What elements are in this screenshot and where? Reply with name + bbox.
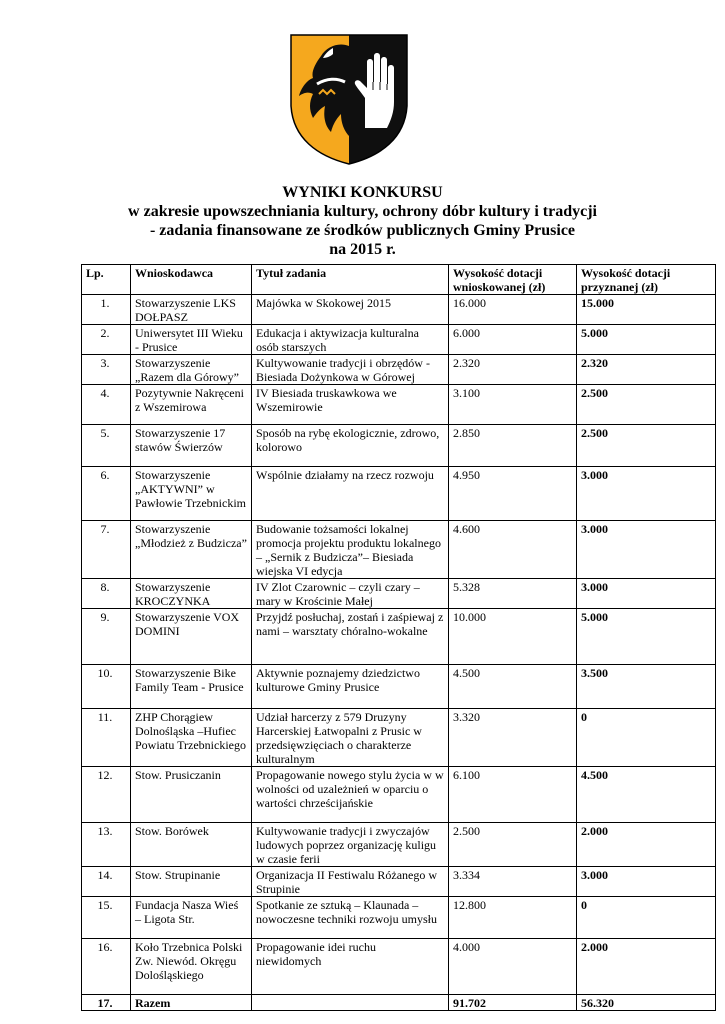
table-row: [82, 425, 716, 467]
table-cell-granted: 5.000: [577, 325, 716, 355]
header-row: [82, 265, 716, 295]
table-cell-lp: 13.: [82, 823, 131, 867]
table-cell-requested: 2.500: [449, 823, 577, 867]
table-cell-task: IV Zlot Czarownic – czyli czary – mary w Krościnie Małej: [252, 579, 449, 609]
table-row: [82, 385, 716, 425]
table-cell-granted: 5.000: [577, 609, 716, 665]
header-lp: Lp.: [82, 265, 131, 295]
subtitle-funding: - zadania finansowane ze środków publicznych Gminy Prusice: [149, 222, 576, 239]
table-cell-lp: 10.: [82, 665, 131, 709]
table-row: [82, 325, 716, 355]
table-cell-requested: 12.800: [449, 897, 577, 939]
table-cell-lp: 6.: [82, 467, 131, 521]
table-cell-lp: 9.: [82, 609, 131, 665]
table-cell-task: Organizacja II Festiwalu Różanego w Strupinie: [252, 867, 449, 897]
table-cell-lp: 15.: [82, 897, 131, 939]
header-requested: Wysokość dotacji wnioskowanej (zł): [449, 265, 577, 295]
table-cell-granted: 3.000: [577, 467, 716, 521]
table-cell-task: Sposób na rybę ekologicznie, zdrowo, kolorowo: [252, 425, 449, 467]
table-cell-granted: 2.000: [577, 939, 716, 995]
table-cell-lp: 4.: [82, 385, 131, 425]
table-cell-lp: 8.: [82, 579, 131, 609]
table-cell-granted: 4.500: [577, 767, 716, 823]
table-cell-applicant: ZHP Chorągiew Dolnośląska –Hufiec Powiatu Trzebnickiego: [131, 709, 252, 767]
table-cell-task: Kultywowanie tradycji i obrzędów - Biesiada Dożynkowa w Górowej: [252, 355, 449, 385]
table-cell-applicant: Pozytywnie Nakręceni z Wszemirowa: [131, 385, 252, 425]
subtitle-scope: w zakresie upowszechniania kultury, ochrony dóbr kultury i tradycji: [128, 203, 597, 220]
table-cell-granted: 2.320: [577, 355, 716, 385]
table-cell-requested: 2.850: [449, 425, 577, 467]
total-cell-granted: 56.320: [577, 995, 716, 1011]
table-cell-granted: 3.000: [577, 579, 716, 609]
total-cell-label: Razem: [131, 995, 252, 1011]
table-cell-lp: 5.: [82, 425, 131, 467]
total-cell-task: [252, 995, 449, 1011]
header-task: Tytuł zadania: [252, 265, 449, 295]
total-cell-lp: 17.: [82, 995, 131, 1011]
table-body: [82, 295, 716, 1011]
table-cell-granted: 2.000: [577, 823, 716, 867]
table-cell-applicant: Stowarzyszenie 17 stawów Świerzów: [131, 425, 252, 467]
table-cell-applicant: Stowarzyszenie „Razem dla Górowy”: [131, 355, 252, 385]
table-cell-granted: 15.000: [577, 295, 716, 325]
table-cell-granted: 3.500: [577, 665, 716, 709]
table-row: [82, 867, 716, 897]
table-cell-task: Aktywnie poznajemy dziedzictwo kulturowe Gminy Prusice: [252, 665, 449, 709]
table-cell-requested: 2.320: [449, 355, 577, 385]
table-row: [82, 767, 716, 823]
table-cell-lp: 16.: [82, 939, 131, 995]
table-cell-task: Kultywowanie tradycji i zwyczajów ludowych poprzez organizację kuligu w czasie ferii: [252, 823, 449, 867]
table-cell-requested: 16.000: [449, 295, 577, 325]
table-row: [82, 939, 716, 995]
total-row: [82, 995, 716, 1011]
table-cell-requested: 4.950: [449, 467, 577, 521]
table-cell-granted: 3.000: [577, 867, 716, 897]
table-cell-requested: 3.100: [449, 385, 577, 425]
table-cell-applicant: Uniwersytet III Wieku - Prusice: [131, 325, 252, 355]
table-cell-applicant: Stowarzyszenie VOX DOMINI: [131, 609, 252, 665]
table-cell-applicant: Stowarzyszenie KROCZYNKA: [131, 579, 252, 609]
table-cell-applicant: Koło Trzebnica Polski Zw. Niewód. Okręgu Dolośląskiego: [131, 939, 252, 995]
table-cell-lp: 11.: [82, 709, 131, 767]
table-cell-applicant: Fundacja Nasza Wieś – Ligota Str.: [131, 897, 252, 939]
header-applicant: Wnioskodawca: [131, 265, 252, 295]
table-cell-granted: 3.000: [577, 521, 716, 579]
total-cell-requested: 91.702: [449, 995, 577, 1011]
table-row: [82, 467, 716, 521]
coat-of-arms-icon: [287, 32, 411, 166]
table-cell-requested: 5.328: [449, 579, 577, 609]
header-granted: Wysokość dotacji przyznanej (zł): [577, 265, 716, 295]
table-cell-task: Edukacja i aktywizacja kulturalna osób starszych: [252, 325, 449, 355]
table-cell-lp: 3.: [82, 355, 131, 385]
title: WYNIKI KONKURSU: [282, 184, 443, 201]
table-cell-granted: 2.500: [577, 425, 716, 467]
table-cell-applicant: Stowarzyszenie LKS DOŁPASZ: [131, 295, 252, 325]
table-row: [82, 897, 716, 939]
table-row: [82, 355, 716, 385]
table-cell-requested: 4.000: [449, 939, 577, 995]
table-row: [82, 665, 716, 709]
table-cell-lp: 1.: [82, 295, 131, 325]
document-heading: [0, 183, 725, 259]
table-cell-task: IV Biesiada truskawkowa we Wszemirowie: [252, 385, 449, 425]
table-cell-task: Majówka w Skokowej 2015: [252, 295, 449, 325]
table-cell-applicant: Stowarzyszenie „AKTYWNI” w Pawłowie Trzebnickim: [131, 467, 252, 521]
table-cell-applicant: Stowarzyszenie „Młodzież z Budzicza”: [131, 521, 252, 579]
table-cell-requested: 10.000: [449, 609, 577, 665]
table-row: [82, 609, 716, 665]
table-cell-lp: 2.: [82, 325, 131, 355]
table-row: [82, 521, 716, 579]
table-cell-task: Propagowanie nowego stylu życia w w wolności od uzależnień w oparciu o wartości chrześcijańskie: [252, 767, 449, 823]
table-cell-granted: 0: [577, 709, 716, 767]
table-cell-task: Przyjdź posłuchaj, zostań i zaśpiewaj z nami – warsztaty chóralno-wokalne: [252, 609, 449, 665]
table-row: [82, 579, 716, 609]
table-cell-applicant: Stow. Strupinanie: [131, 867, 252, 897]
table-cell-task: Budowanie tożsamości lokalnej promocja projektu produktu lokalnego – „Sernik z Budzicza”– Biesiada wiejska VI edycja: [252, 521, 449, 579]
table-cell-task: Propagowanie idei ruchu niewidomych: [252, 939, 449, 995]
table-cell-requested: 3.320: [449, 709, 577, 767]
results-table: [81, 264, 716, 1011]
table-cell-applicant: Stowarzyszenie Bike Family Team - Prusice: [131, 665, 252, 709]
table-cell-requested: 6.000: [449, 325, 577, 355]
table-row: [82, 295, 716, 325]
table-cell-requested: 3.334: [449, 867, 577, 897]
table-cell-requested: 6.100: [449, 767, 577, 823]
table-cell-applicant: Stow. Borówek: [131, 823, 252, 867]
table-row: [82, 823, 716, 867]
table-cell-lp: 7.: [82, 521, 131, 579]
subtitle-year: na 2015 r.: [329, 241, 396, 258]
table-cell-lp: 14.: [82, 867, 131, 897]
table-cell-lp: 12.: [82, 767, 131, 823]
table-cell-task: Spotkanie ze sztuką – Klaunada – nowoczesne techniki rozwoju umysłu: [252, 897, 449, 939]
table-cell-task: Udział harcerzy z 579 Druzyny Harcerskiej Łatwopalni z Prusic w przedsięwzięciach o charakterze kulturalnym: [252, 709, 449, 767]
table-cell-task: Wspólnie działamy na rzecz rozwoju: [252, 467, 449, 521]
table-cell-granted: 0: [577, 897, 716, 939]
table-cell-requested: 4.500: [449, 665, 577, 709]
table-cell-requested: 4.600: [449, 521, 577, 579]
table-cell-applicant: Stow. Prusiczanin: [131, 767, 252, 823]
table-row: [82, 709, 716, 767]
table-cell-granted: 2.500: [577, 385, 716, 425]
